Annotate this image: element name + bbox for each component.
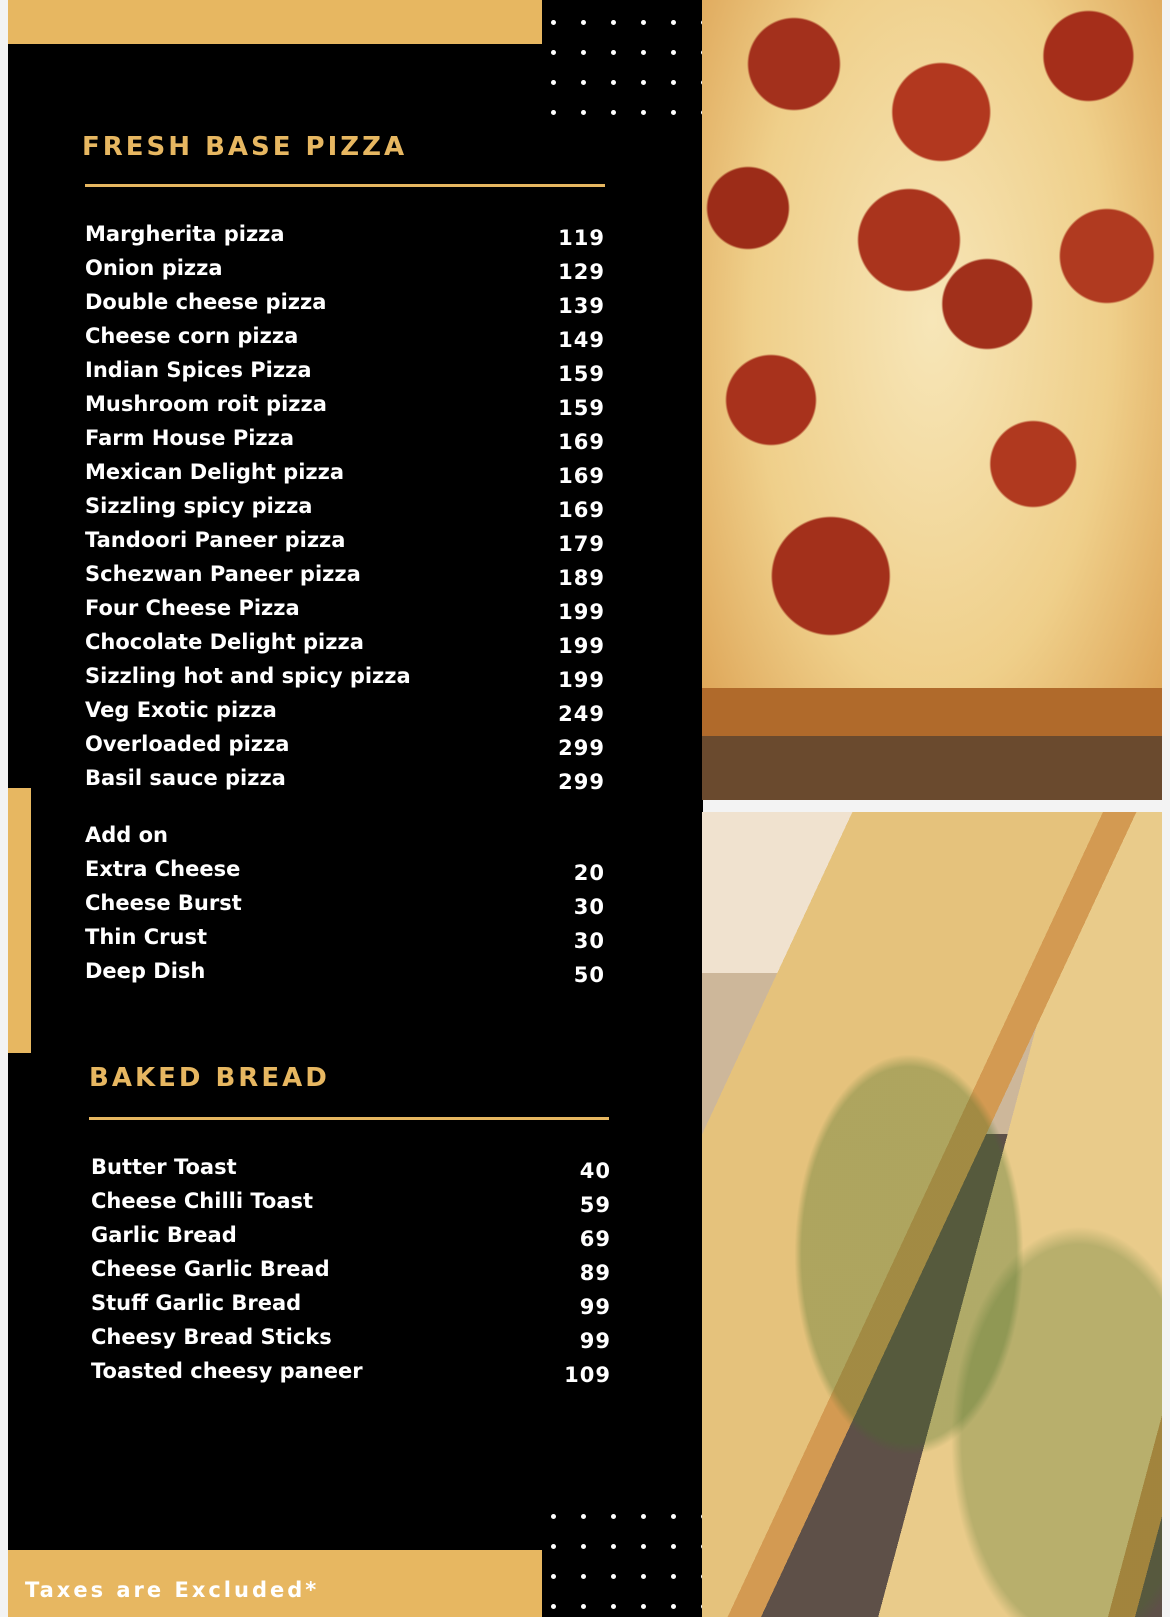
menu-item-price: 40 — [579, 1159, 611, 1183]
menu-item — [91, 1184, 611, 1218]
decor-dot — [671, 1514, 676, 1519]
menu-item-name: Garlic Bread — [91, 1223, 237, 1247]
menu-item-name: Cheese corn pizza — [85, 324, 299, 348]
decor-dot — [641, 1574, 646, 1579]
menu-item-price: 169 — [558, 464, 605, 488]
menu-item-name: Veg Exotic pizza — [85, 698, 277, 722]
menu-item-price: 139 — [558, 294, 605, 318]
menu-item — [91, 1354, 611, 1388]
pizza-photo — [702, 0, 1162, 800]
decor-dot — [611, 1574, 616, 1579]
menu-item — [91, 1252, 611, 1286]
menu-item-price: 59 — [579, 1193, 611, 1217]
decor-dot — [551, 110, 556, 115]
menu-item-price: 179 — [558, 532, 605, 556]
decor-dot — [641, 1604, 646, 1609]
menu-item-price: 30 — [573, 895, 605, 919]
decor-dot — [611, 110, 616, 115]
menu-item-name: Overloaded pizza — [85, 732, 290, 756]
decor-dot — [581, 80, 586, 85]
menu-item-price: 159 — [558, 362, 605, 386]
decor-dot — [641, 50, 646, 55]
menu-item-price: 119 — [558, 226, 605, 250]
menu-item — [85, 387, 605, 421]
section-divider-bread — [89, 1117, 609, 1120]
menu-item-price: 50 — [573, 963, 605, 987]
menu-item-name: Indian Spices Pizza — [85, 358, 312, 382]
menu-item — [85, 319, 605, 353]
menu-item — [85, 920, 605, 954]
decor-dot — [551, 20, 556, 25]
menu-item — [85, 659, 605, 693]
decor-dot — [581, 1544, 586, 1549]
menu-item — [85, 523, 605, 557]
menu-item — [85, 693, 605, 727]
menu-item — [91, 1150, 611, 1184]
menu-item — [85, 217, 605, 251]
menu-item-price: 199 — [558, 634, 605, 658]
menu-item — [91, 1286, 611, 1320]
menu-item-name: Deep Dish — [85, 959, 206, 983]
menu-item — [85, 625, 605, 659]
menu-item-name: Extra Cheese — [85, 857, 241, 881]
decor-dot — [551, 50, 556, 55]
decor-dot — [641, 1544, 646, 1549]
decor-dot — [671, 1544, 676, 1549]
menu-item-name: Margherita pizza — [85, 222, 285, 246]
menu-item — [85, 954, 605, 988]
decor-dot — [671, 80, 676, 85]
menu-item — [85, 285, 605, 319]
pizza-item-list — [85, 217, 605, 795]
menu-item-price: 30 — [573, 929, 605, 953]
decor-dot — [611, 1544, 616, 1549]
menu-item — [85, 353, 605, 387]
menu-item-name: Mexican Delight pizza — [85, 460, 345, 484]
decor-dot — [611, 20, 616, 25]
decor-dot — [581, 1604, 586, 1609]
menu-item-price: 89 — [579, 1261, 611, 1285]
decor-dot — [641, 80, 646, 85]
decor-dot — [581, 50, 586, 55]
menu-item-price: 159 — [558, 396, 605, 420]
decor-dot — [551, 1544, 556, 1549]
decor-dot — [581, 1514, 586, 1519]
menu-item-price: 299 — [558, 736, 605, 760]
decor-dot — [611, 80, 616, 85]
decor-dot — [611, 50, 616, 55]
decor-dot — [611, 1604, 616, 1609]
menu-item — [85, 557, 605, 591]
menu-item — [85, 761, 605, 795]
decor-dot — [551, 1514, 556, 1519]
menu-item-name: Schezwan Paneer pizza — [85, 562, 361, 586]
menu-item-price: 149 — [558, 328, 605, 352]
decor-dot — [641, 20, 646, 25]
menu-item — [91, 1218, 611, 1252]
decor-dot — [551, 1574, 556, 1579]
decor-dot — [551, 80, 556, 85]
menu-item-name: Tandoori Paneer pizza — [85, 528, 346, 552]
menu-panel — [8, 0, 703, 1617]
menu-item-price: 199 — [558, 668, 605, 692]
dot-pattern-top — [551, 20, 703, 140]
menu-item-price: 169 — [558, 430, 605, 454]
menu-item — [85, 251, 605, 285]
decor-dot — [671, 20, 676, 25]
decor-dot — [671, 1604, 676, 1609]
menu-item-name: Sizzling spicy pizza — [85, 494, 313, 518]
menu-item-price: 249 — [558, 702, 605, 726]
menu-item-name: Cheese Garlic Bread — [91, 1257, 330, 1281]
menu-item-price: 129 — [558, 260, 605, 284]
menu-item — [85, 852, 605, 886]
menu-item-price: 99 — [579, 1329, 611, 1353]
menu-item-name: Basil sauce pizza — [85, 766, 286, 790]
taxes-note: Taxes are Excluded* — [25, 1578, 320, 1602]
decor-dot — [671, 1574, 676, 1579]
addon-heading: Add on — [85, 823, 169, 847]
section-divider-pizza — [85, 184, 605, 187]
decor-dot — [581, 20, 586, 25]
menu-item-price: 169 — [558, 498, 605, 522]
addon-item-list — [85, 852, 605, 988]
garlic-bread-photo — [702, 812, 1162, 1617]
menu-item-price: 189 — [558, 566, 605, 590]
menu-item-name: Farm House Pizza — [85, 426, 295, 450]
menu-item-name: Stuff Garlic Bread — [91, 1291, 302, 1315]
menu-item — [85, 591, 605, 625]
decor-dot — [671, 110, 676, 115]
menu-item-price: 199 — [558, 600, 605, 624]
menu-item-name: Four Cheese Pizza — [85, 596, 300, 620]
menu-item-price: 99 — [579, 1295, 611, 1319]
decor-dot — [581, 1574, 586, 1579]
menu-item-name: Butter Toast — [91, 1155, 237, 1179]
menu-item — [85, 421, 605, 455]
section-title-pizza: FRESH BASE PIZZA — [82, 132, 408, 162]
menu-item — [91, 1320, 611, 1354]
dot-pattern-bottom — [551, 1514, 703, 1617]
menu-item-name: Mushroom roit pizza — [85, 392, 327, 416]
top-accent-bar — [8, 0, 542, 44]
menu-item-name: Cheese Burst — [85, 891, 242, 915]
bread-item-list — [91, 1150, 611, 1388]
menu-item — [85, 727, 605, 761]
menu-item-price: 299 — [558, 770, 605, 794]
decor-dot — [641, 110, 646, 115]
decor-dot — [641, 1514, 646, 1519]
decor-dot — [671, 50, 676, 55]
menu-item — [85, 886, 605, 920]
menu-item — [85, 489, 605, 523]
menu-item-name: Chocolate Delight pizza — [85, 630, 364, 654]
menu-item-name: Sizzling hot and spicy pizza — [85, 664, 411, 688]
section-title-bread: BAKED BREAD — [89, 1063, 330, 1093]
menu-item-name: Thin Crust — [85, 925, 207, 949]
decor-dot — [551, 1604, 556, 1609]
menu-item-price: 109 — [564, 1363, 611, 1387]
decor-dot — [581, 110, 586, 115]
menu-item-name: Cheesy Bread Sticks — [91, 1325, 332, 1349]
menu-item-price: 20 — [573, 861, 605, 885]
menu-item-name: Onion pizza — [85, 256, 223, 280]
decor-dot — [611, 1514, 616, 1519]
menu-item-name: Double cheese pizza — [85, 290, 327, 314]
menu-item-price: 69 — [579, 1227, 611, 1251]
menu-item — [85, 455, 605, 489]
menu-item-name: Cheese Chilli Toast — [91, 1189, 314, 1213]
side-accent-bar — [8, 788, 31, 1053]
menu-item-name: Toasted cheesy paneer — [91, 1359, 363, 1383]
